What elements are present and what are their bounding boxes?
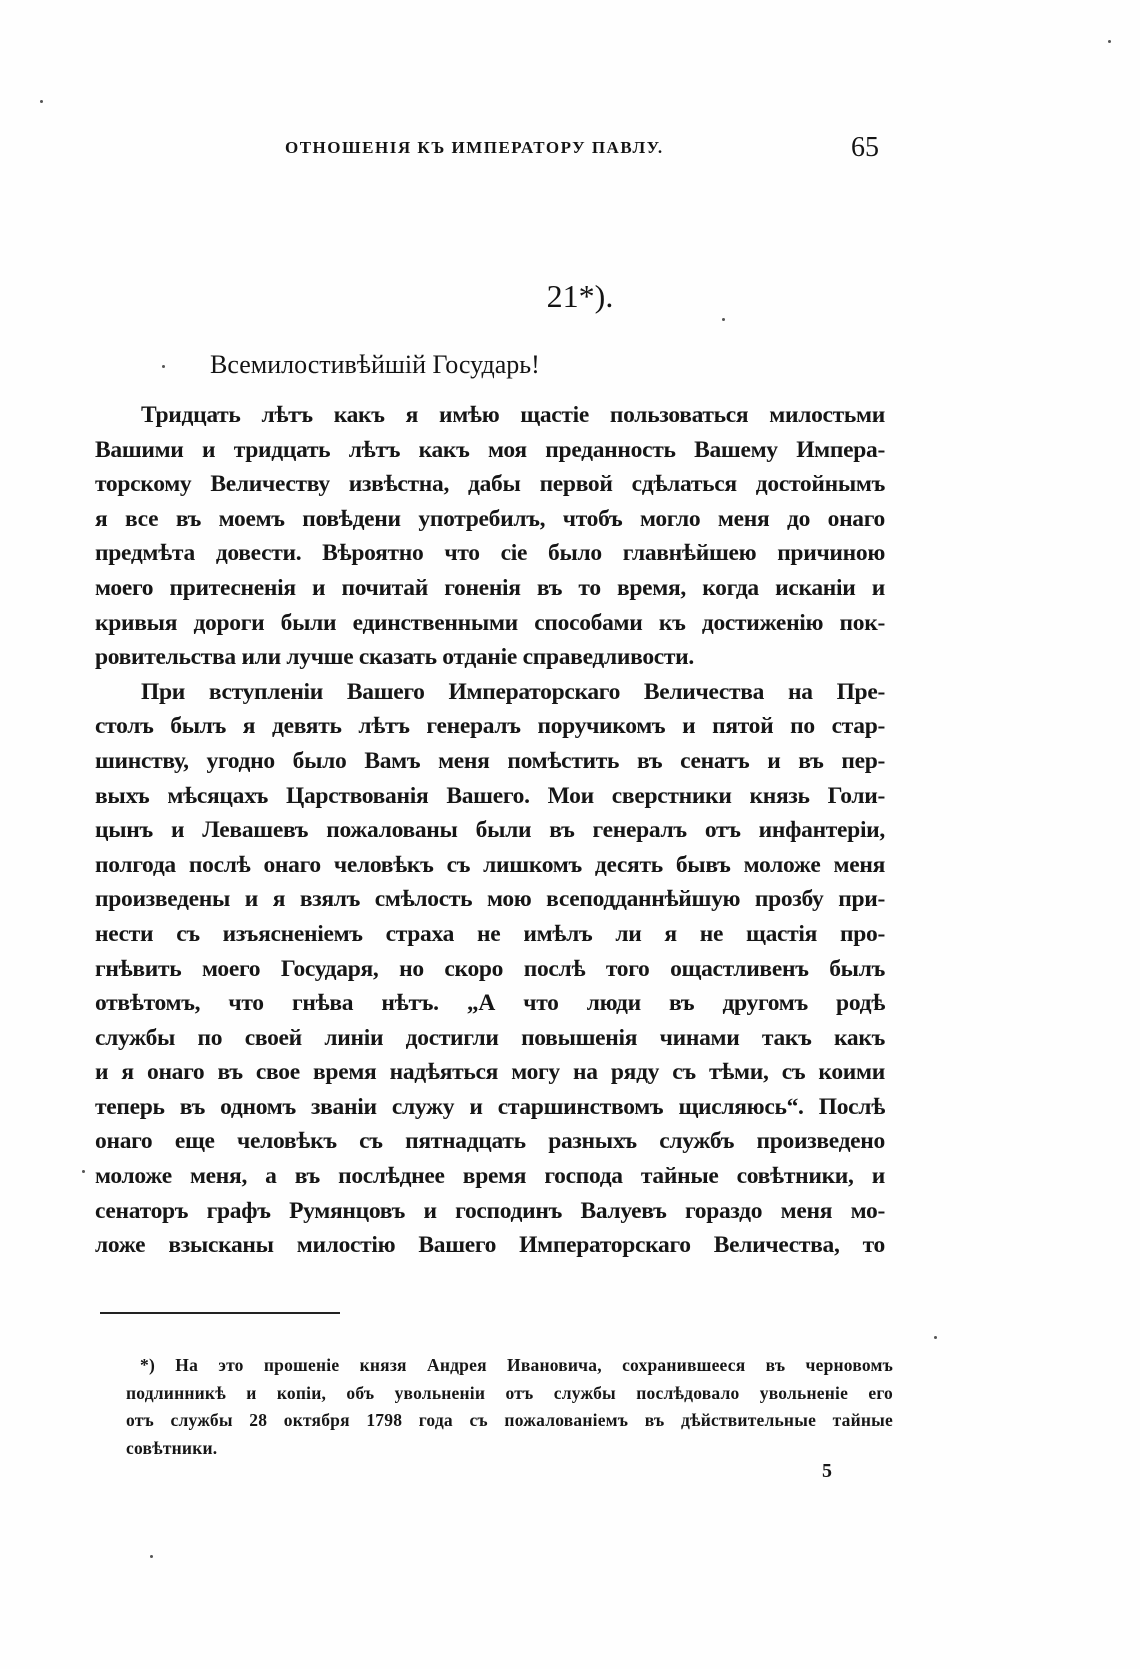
document-number: 21*).: [546, 278, 614, 314]
text-line: гнѣвить моего Государя, но скоро послѣ того ощастливенъ былъ: [95, 955, 885, 982]
text-line: отвѣтомъ, что гнѣва нѣтъ. „А что люди въ другомъ родѣ: [95, 990, 885, 1017]
paper-speck: [722, 318, 725, 321]
footnote-line: подлинникѣ и копіи, объ увольненіи отъ службы послѣдовало увольненіе его: [126, 1382, 893, 1403]
text-line: шинству, угодно было Вамъ меня помѣстить въ сенатъ и въ пер-: [95, 747, 885, 774]
paper-speck: [934, 1336, 937, 1339]
paper-speck: [82, 1170, 85, 1173]
footnote-line: отъ службы 28 октября 1798 года съ пожалованіемъ въ дѣйствительные тайные: [126, 1410, 893, 1430]
paragraph: [95, 398, 885, 675]
text-line: Тридцать лѣтъ какъ я имѣю щастіе пользоваться милостьми: [141, 402, 885, 428]
running-title: ОТНОШЕНІЯ КЪ ИМПЕРАТОРУ ПАВЛУ.: [285, 138, 664, 157]
text-line: ровительства или лучше сказать отданіе справедливости.: [95, 644, 694, 671]
text-line: Вашими и тридцать лѣтъ какъ моя преданность Вашему Импера-: [95, 436, 885, 463]
text-line: моложе меня, а въ послѣднее время господа тайные совѣтники, и: [95, 1163, 885, 1190]
text-line: предмѣта довести. Вѣроятно что сіе было главнѣйшею причиною: [95, 540, 885, 567]
letter-body: [95, 398, 885, 1263]
text-line: При вступленіи Вашего Императорскаго Величества на Пре-: [141, 678, 885, 705]
text-line: теперь въ одномъ званіи служу и старшинствомъ щисляюсь“. Послѣ: [95, 1093, 885, 1120]
paper-speck: [162, 365, 165, 368]
text-line: службы по своей линіи достигли повышенія чинами такъ какъ: [95, 1024, 885, 1051]
paragraph: [95, 675, 885, 1263]
text-line: нести съ изъясненіемъ страха не имѣлъ ли я не щастія про-: [95, 920, 885, 947]
text-line: кривыя дороги были единственными способами къ достиженію пок-: [95, 609, 885, 636]
text-line: онаго еще человѣкъ съ пятнадцать разныхъ службъ произведено: [95, 1128, 885, 1155]
text-line: произведены и я взялъ смѣлость мою всеподданнѣйшую прозбу при-: [95, 886, 885, 913]
text-line: полгода послѣ онаго человѣкъ съ лишкомъ десять бывъ моложе меня: [95, 851, 885, 878]
text-line: торскому Величеству извѣстна, дабы первой сдѣлаться достойнымъ: [95, 471, 885, 498]
paper-speck: [1108, 40, 1111, 43]
paper-speck: [150, 1555, 153, 1558]
text-line: я все въ моемъ повѣдени употребилъ, чтобъ могло меня до онаго: [95, 505, 885, 532]
paper-speck: [40, 100, 43, 103]
footnote-line: совѣтники.: [126, 1437, 218, 1458]
text-line: и я онаго въ свое время надѣяться могу на ряду съ тѣми, съ коими: [95, 1059, 885, 1086]
text-line: столъ былъ я девять лѣтъ генералъ поручикомъ и пятой по стар-: [95, 713, 885, 740]
footnote-line: *) На это прошеніе князя Андрея Ивановича, сохранившееся въ черновомъ: [140, 1355, 893, 1375]
text-line: моего притесненія и почитай гоненія въ то время, когда исканіи и: [95, 574, 885, 601]
salutation: Всемилостивѣйшій Государь!: [210, 350, 540, 379]
text-line: ложе взысканы милостію Вашего Императорскаго Величества, то: [95, 1232, 885, 1259]
text-line: сенаторъ графъ Румянцовъ и господинъ Валуевъ гораздо меня мо-: [95, 1197, 885, 1224]
running-head: [285, 134, 885, 174]
page-number: 65: [851, 132, 879, 163]
footnote: [128, 1352, 893, 1462]
footnote-divider: [100, 1312, 340, 1314]
text-line: выхъ мѣсяцахъ Царствованія Вашего. Мои сверстники князь Голи-: [95, 782, 885, 809]
text-line: цынъ и Левашевъ пожалованы были въ генералъ отъ инфантеріи,: [95, 817, 885, 844]
signature-number: 5: [822, 1460, 832, 1482]
